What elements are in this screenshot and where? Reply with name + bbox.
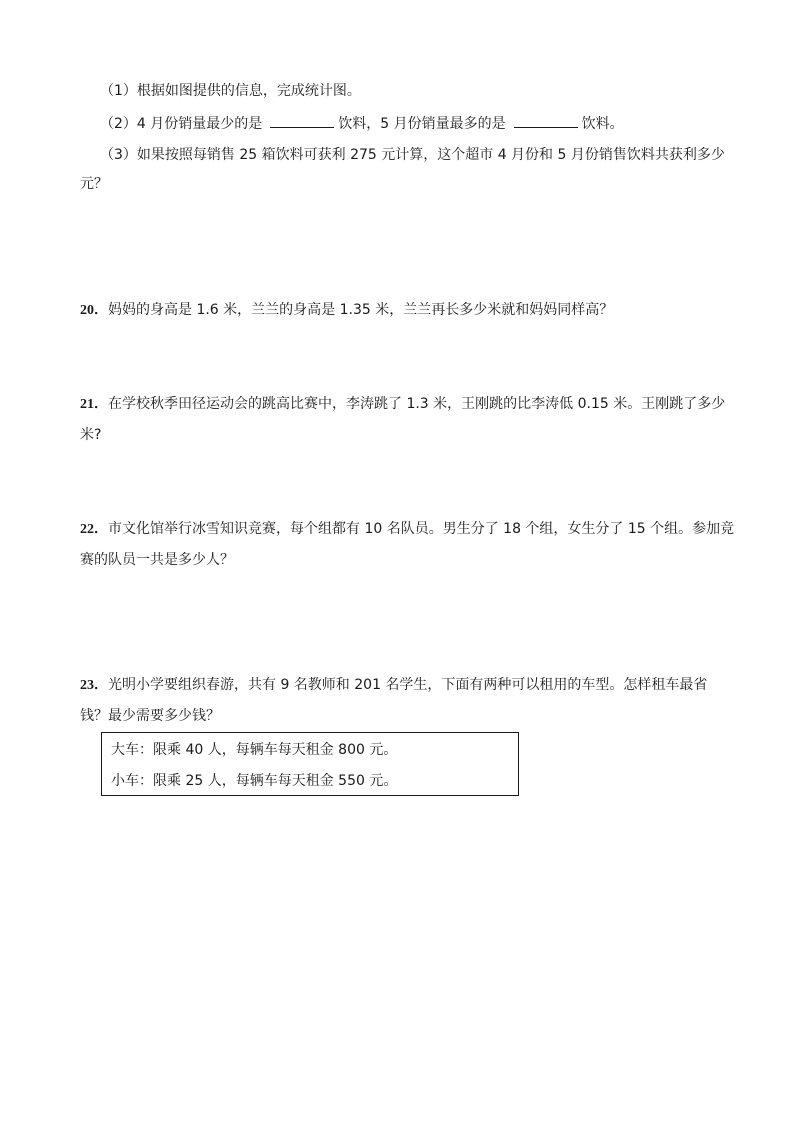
- answer-blank-least[interactable]: [270, 113, 334, 128]
- question-21-line2: 米?: [80, 427, 102, 443]
- question-number: 20．: [80, 303, 108, 318]
- question-text: 市文化馆举行冰雪知识竞赛，每个组都有 10 名队员。男生分了 18 个组，女生分了 15 个组。参加竞: [108, 521, 735, 537]
- bus-options-box: [101, 732, 519, 796]
- q19-part3-line1: （3）如果按照每销售 25 箱饮料可获利 275 元计算，这个超市 4 月份和 5 月份销售饮料共获利多少: [100, 147, 725, 163]
- question-text: 妈妈的身高是 1.6 米，兰兰的身高是 1.35 米，兰兰再长多少米就和妈妈同样高？: [108, 302, 614, 318]
- big-bus-info: 大车：限乘 40 人，每辆车每天租金 800 元。: [111, 742, 398, 758]
- answer-blank-most[interactable]: [514, 113, 578, 128]
- question-22-line1: [80, 519, 750, 540]
- q19-part2-text-c: 饮料。: [581, 116, 624, 132]
- question-number: 21．: [80, 397, 108, 412]
- q19-part2-text-a: （2）4 月份销量最少的是: [100, 116, 263, 132]
- q19-part2-text-b: 饮料，5 月份销量最多的是: [338, 116, 506, 132]
- question-number: 22．: [80, 522, 108, 537]
- q19-part2: [100, 113, 770, 134]
- question-23-line2: 钱？最少需要多少钱？: [80, 708, 220, 724]
- question-23-line1: [80, 675, 750, 696]
- q19-part3-line2: 元？: [80, 176, 108, 192]
- question-number: 23．: [80, 678, 108, 693]
- question-text: 在学校秋季田径运动会的跳高比赛中，李涛跳了 1.3 米，王刚跳的比李涛低 0.15 米。王刚跳了多少: [108, 396, 726, 412]
- question-22-line2: 赛的队员一共是多少人？: [80, 552, 234, 568]
- question-21-line1: [80, 394, 750, 415]
- question-text: 光明小学要组织春游，共有 9 名教师和 201 名学生，下面有两种可以租用的车型。怎样租车最省: [108, 677, 708, 693]
- small-bus-info: 小车：限乘 25 人，每辆车每天租金 550 元。: [111, 773, 398, 789]
- question-20: [80, 300, 750, 321]
- q19-part1: （1）根据如图提供的信息，完成统计图。: [100, 83, 361, 99]
